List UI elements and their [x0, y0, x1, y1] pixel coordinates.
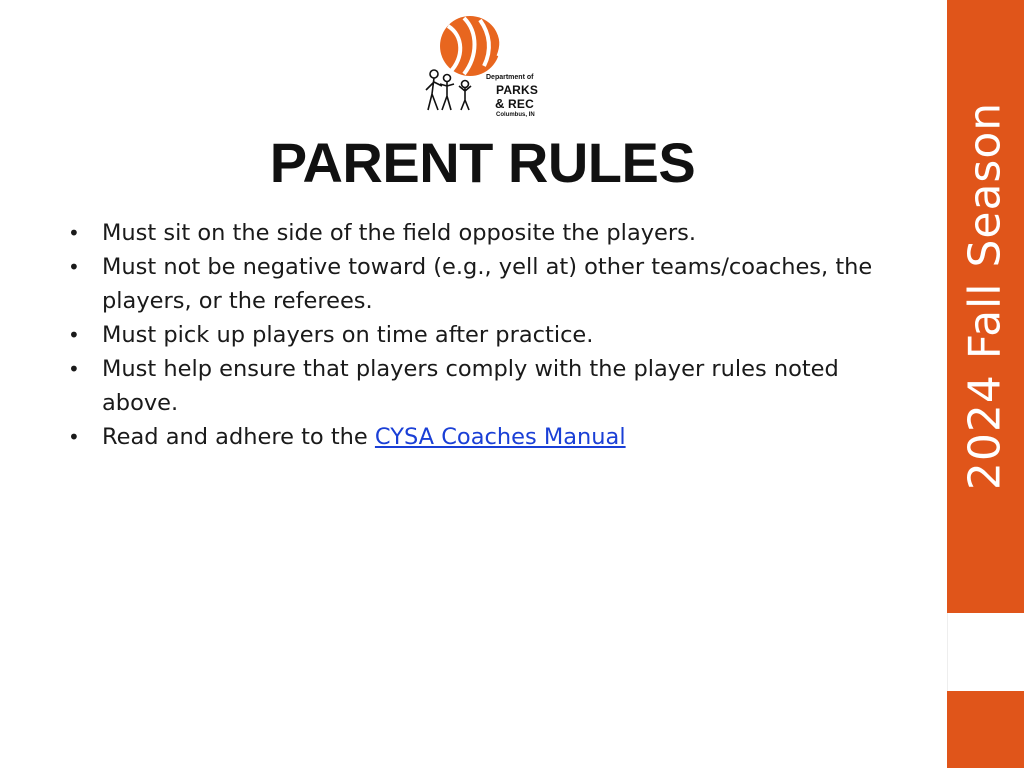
logo-parks-text: PARKS [496, 83, 539, 97]
rule-item [66, 216, 906, 250]
rule-text: Must pick up players on time after practice. [102, 322, 594, 348]
rule-text: Read and adhere to the [102, 424, 375, 450]
rule-text: Must not be negative toward (e.g., yell at) other teams/coaches, the players, or the referees. [102, 254, 873, 314]
people-icon [426, 70, 471, 110]
bullet-icon: • [68, 255, 80, 279]
rule-item [66, 250, 906, 318]
bullet-icon: • [68, 221, 80, 245]
sidebar-accent-bottom [947, 691, 1024, 768]
bullet-icon: • [68, 425, 80, 449]
rule-item [66, 420, 906, 454]
cysa-coaches-manual-link[interactable]: CYSA Coaches Manual [374, 424, 626, 450]
logo-ampersand-text: & [495, 96, 505, 111]
parent-rules-list [66, 216, 906, 454]
rule-item [66, 318, 906, 352]
sidebar-gap [947, 613, 1024, 691]
bullet-icon: • [68, 323, 80, 347]
bullet-icon: • [68, 357, 80, 381]
rule-text: Must sit on the side of the field opposite the players. [102, 220, 697, 246]
page-title: PARENT RULES [269, 131, 696, 194]
rule-item [66, 352, 906, 420]
season-label: 2024 Fall Season [959, 101, 1011, 491]
logo-department-text: Department of [486, 74, 534, 81]
rule-text: Must help ensure that players comply with the player rules noted above. [102, 356, 839, 416]
logo-rec-text: REC [508, 97, 534, 111]
logo-city-text: Columbus, IN [496, 112, 535, 118]
parks-rec-logo [420, 14, 550, 122]
